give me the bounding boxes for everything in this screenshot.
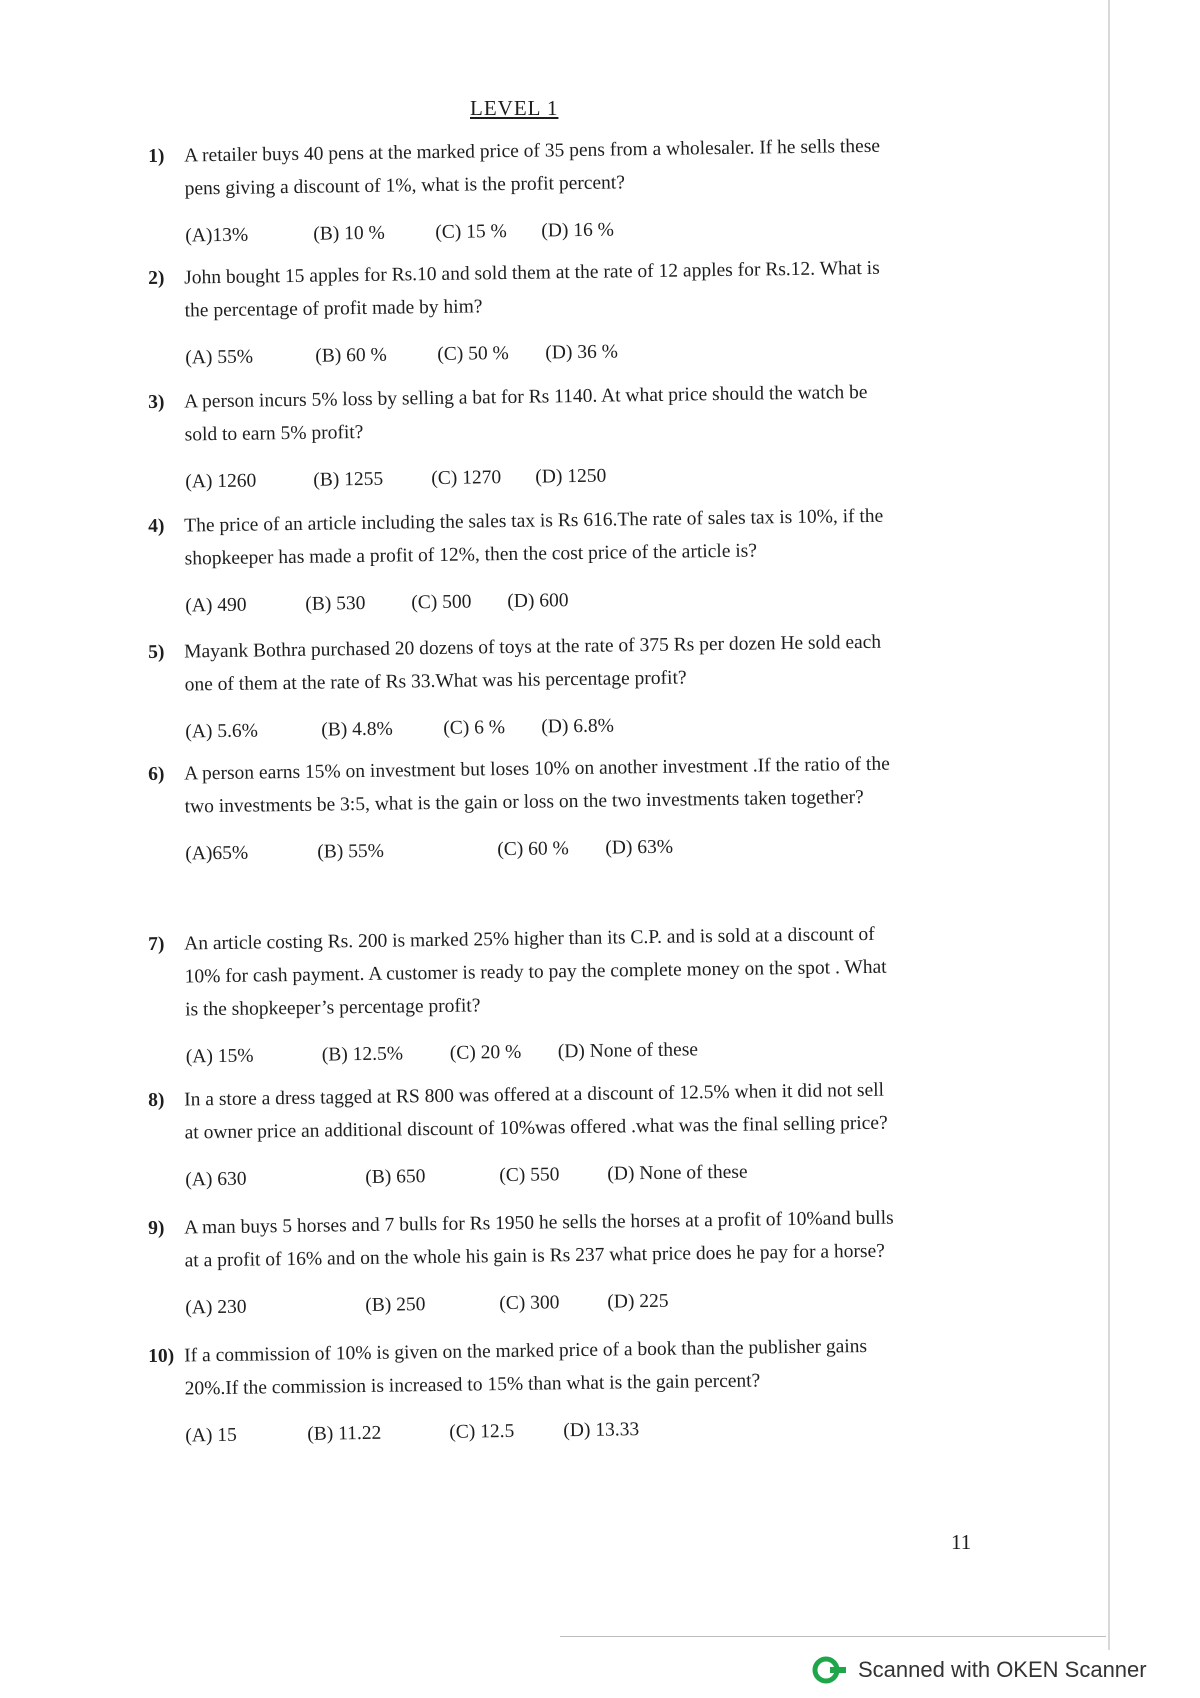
scanner-watermark: [812, 1655, 1147, 1685]
oken-scanner-logo-icon: [812, 1655, 848, 1685]
option-a: (A) 630: [185, 1168, 247, 1191]
answer-options: [185, 1281, 969, 1326]
option-a: (A) 5.6%: [185, 720, 259, 743]
option-c: (C) 12.5: [449, 1420, 515, 1443]
question-line: John bought 15 apples for Rs.10 and sold them at the rate of 12 apples for Rs.12. What is: [184, 257, 880, 289]
question-text: [184, 375, 969, 452]
answer-options: [185, 705, 969, 750]
question-text: [184, 251, 969, 328]
page-bottom-edge: [560, 1636, 1106, 1637]
question-number: 5): [148, 641, 165, 663]
option-b: (B) 1255: [313, 468, 384, 491]
option-a: (A) 15%: [185, 1045, 254, 1068]
question-line: one of them at the rate of Rs 33.What was his percentage profit?: [184, 667, 687, 696]
question-line: sold to earn 5% profit?: [184, 421, 364, 446]
answer-options: [185, 209, 969, 254]
question-line: two investments be 3:5, what is the gain or loss on the two investments taken together?: [184, 787, 864, 818]
option-b: (B) 55%: [317, 840, 385, 863]
question-10: [148, 1329, 970, 1454]
question-line: Mayank Bothra purchased 20 dozens of toys at the rate of 375 Rs per dozen He sold each: [184, 631, 882, 663]
question-7: [148, 917, 970, 1075]
question-line: An article costing Rs. 200 is marked 25% higher than its C.P. and is sold at a discount of: [184, 923, 875, 955]
option-d: (D) 225: [607, 1290, 669, 1313]
answer-options: [185, 579, 969, 624]
answer-options: [185, 455, 969, 500]
question-number: 7): [148, 933, 165, 955]
question-line: pens giving a discount of 1%, what is the profit percent?: [184, 172, 626, 200]
question-number: 2): [148, 267, 165, 289]
option-c: (C) 60 %: [497, 838, 569, 861]
question-line: A person earns 15% on investment but loses 10% on another investment .If the ratio of the: [184, 753, 890, 785]
option-a: (A)65%: [185, 842, 249, 865]
option-d: (D) 13.33: [563, 1419, 640, 1442]
option-b: (B) 650: [365, 1166, 426, 1188]
question-2: [148, 251, 970, 376]
question-text: [184, 917, 969, 1027]
question-line: If a commission of 10% is given on the marked price of a book than the publisher gains: [184, 1335, 868, 1367]
option-c: (C) 300: [499, 1292, 560, 1315]
option-a: (A) 55%: [185, 346, 254, 369]
question-text: [184, 1073, 969, 1150]
option-b: (B) 60 %: [315, 344, 387, 367]
option-b: (B) 4.8%: [321, 718, 393, 741]
page-heading: LEVEL 1: [470, 96, 559, 120]
question-text: [184, 129, 969, 206]
option-c: (C) 550: [499, 1164, 560, 1187]
option-d: (D) None of these: [607, 1161, 748, 1185]
question-text: [184, 1329, 969, 1406]
question-number: 6): [148, 763, 165, 785]
option-a: (A) 15: [185, 1424, 237, 1447]
option-a: (A) 1260: [185, 470, 257, 493]
question-line: A person incurs 5% loss by selling a bat for Rs 1140. At what price should the watch be: [184, 381, 868, 413]
question-text: [184, 499, 969, 576]
question-line: is the shopkeeper’s percentage profit?: [185, 995, 481, 1021]
question-number: 8): [148, 1089, 165, 1111]
option-a: (A)13%: [185, 224, 249, 247]
page-edge: [1108, 0, 1110, 1650]
question-line: The price of an article including the sales tax is Rs 616.The rate of sales tax is 10%, if the: [184, 505, 884, 537]
question-line: In a store a dress tagged at RS 800 was offered at a discount of 12.5% when it did not sell: [184, 1079, 885, 1111]
question-line: A retailer buys 40 pens at the marked price of 35 pens from a wholesaler. If he sells these: [184, 135, 881, 167]
option-c: (C) 20 %: [449, 1041, 522, 1064]
option-b: (B) 12.5%: [321, 1043, 404, 1066]
question-text: [184, 625, 969, 702]
question-line: at owner price an additional discount of 10%was offered .what was the final selling price?: [184, 1112, 888, 1144]
answer-options: [186, 1030, 970, 1075]
question-line: shopkeeper has made a profit of 12%, then the cost price of the article is?: [184, 540, 758, 570]
answer-options: [185, 827, 969, 872]
answer-options: [185, 1153, 969, 1198]
question-line: A man buys 5 horses and 7 bulls for Rs 1950 he sells the horses at a profit of 10%and bulls: [184, 1207, 894, 1239]
option-c: (C) 50 %: [437, 342, 509, 365]
option-b: (B) 530: [305, 592, 366, 615]
question-number: 9): [148, 1217, 165, 1239]
question-3: [148, 375, 970, 500]
question-line: the percentage of profit made by him?: [184, 296, 483, 322]
question-text: [184, 747, 969, 824]
question-text: [184, 1201, 969, 1278]
option-d: (D) 63%: [605, 836, 674, 859]
watermark-text: Scanned with OKEN Scanner: [858, 1657, 1147, 1682]
question-8: [148, 1073, 970, 1198]
option-c: (C) 500: [411, 591, 472, 614]
question-6: [148, 747, 970, 872]
option-b: (B) 10 %: [313, 222, 385, 245]
question-number: 10): [148, 1345, 175, 1367]
question-line: 20%.If the commission is increased to 15% than what is the gain percent?: [184, 1370, 761, 1400]
option-b: (B) 250: [365, 1294, 426, 1316]
option-c: (C) 1270: [431, 467, 502, 490]
question-5: [148, 625, 970, 750]
answer-options: [185, 1409, 969, 1454]
option-a: (A) 490: [185, 594, 247, 617]
option-d: (D) 600: [507, 590, 569, 612]
question-1: [148, 129, 970, 254]
option-a: (A) 230: [185, 1296, 247, 1319]
option-d: (D) 1250: [535, 465, 607, 488]
question-4: [148, 499, 970, 624]
option-d: (D) 36 %: [545, 341, 619, 364]
option-d: (D) None of these: [557, 1039, 699, 1063]
page-number: 11: [951, 1530, 972, 1554]
answer-options: [185, 331, 969, 376]
option-c: (C) 6 %: [443, 717, 506, 739]
question-line: at a profit of 16% and on the whole his gain is Rs 237 what price does he pay for a horse?: [184, 1240, 885, 1272]
option-b: (B) 11.22: [307, 1422, 382, 1445]
option-d: (D) 16 %: [541, 219, 615, 242]
question-number: 1): [148, 145, 165, 167]
question-9: [148, 1201, 970, 1326]
option-c: (C) 15 %: [435, 221, 507, 243]
question-number: 3): [148, 391, 165, 413]
question-number: 4): [148, 515, 165, 537]
question-line: 10% for cash payment. A customer is ready to pay the complete money on the spot . What: [184, 956, 887, 988]
option-d: (D) 6.8%: [541, 715, 615, 738]
